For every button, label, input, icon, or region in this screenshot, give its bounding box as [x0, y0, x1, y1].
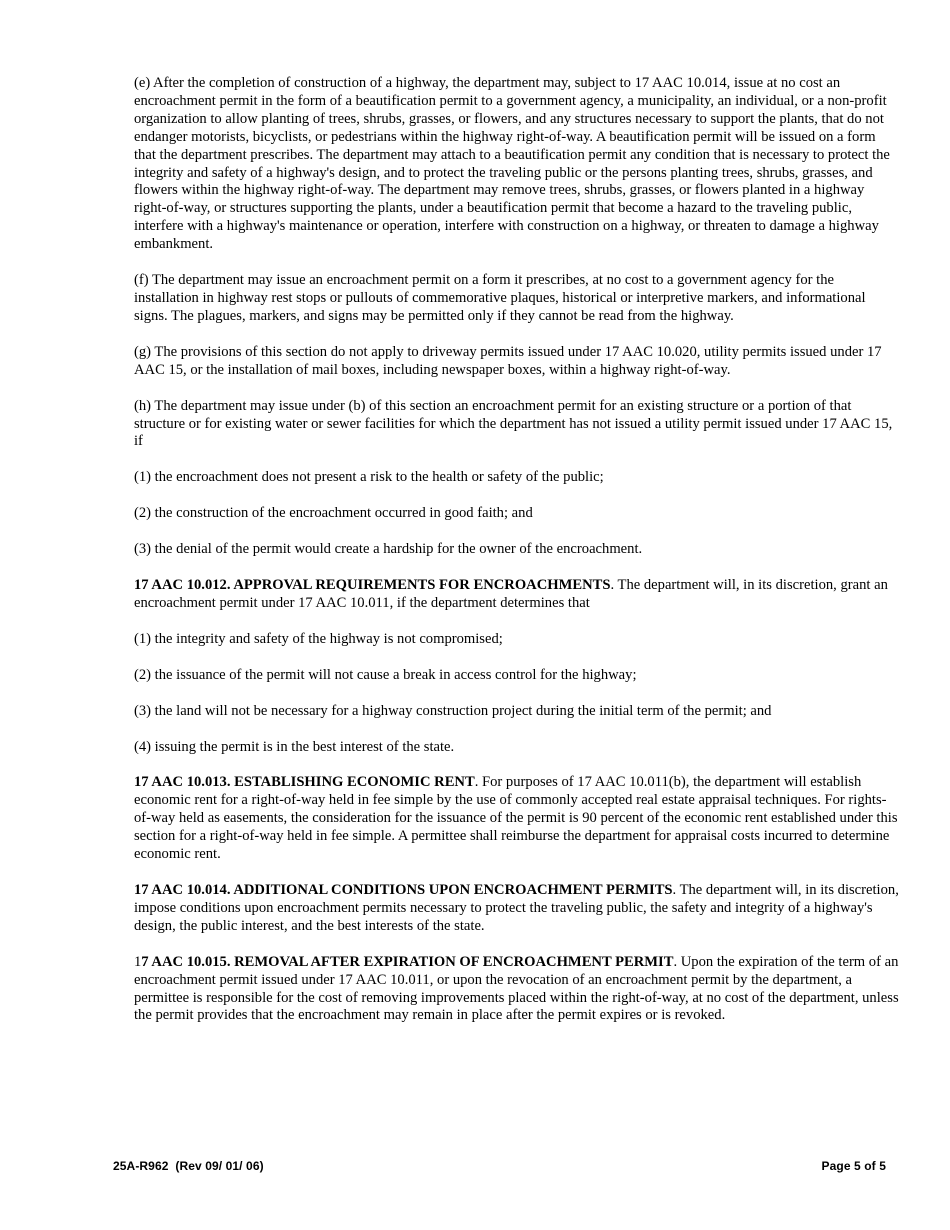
- section-015-body: . Upon the expiration of the term of an encroachment permit issued under 17 AAC 10.011, or upon the revocation of an encroachment permit by the department, a permittee is responsible for the cost of removing improvements placed within the right-of-way, at no cost of the department, unless the permit provides that the encroachment may remain in place after the permit expires or is revoked.: [134, 953, 899, 1024]
- section-013: [134, 774, 899, 864]
- paragraph-h: (h) The department may issue under (b) of this section an encroachment permit for an existing structure or a portion of that structure or for existing water or sewer facilities for which the department has not issued a utility permit issued under 17 AAC 15, if: [134, 397, 893, 450]
- section-012-body: . The department will, in its discretion, grant an encroachment permit under 17 AAC 10.011, if the department determines that: [134, 577, 888, 611]
- document-body: [134, 75, 899, 1043]
- section-012-heading: 17 AAC 10.012. APPROVAL REQUIREMENTS FOR ENCROACHMENTS: [134, 577, 611, 594]
- section-014: [134, 882, 899, 936]
- section-015-lead: 1: [134, 953, 142, 970]
- paragraph-g: (g) The provisions of this section do not apply to driveway permits issued under 17 AAC 10.020, utility permits issued under 17 AAC 15, or the installation of mail boxes, including newspaper boxes, within a highway right-of-way.: [134, 343, 882, 378]
- section-012-item-3: (3) the land will not be necessary for a highway construction project during the initial term of the permit; and: [134, 702, 772, 719]
- section-014-heading: 17 AAC 10.014. ADDITIONAL CONDITIONS UPON ENCROACHMENT PERMITS: [134, 882, 673, 898]
- section-012: [134, 577, 899, 613]
- section-014-body: . The department will, in its discretion, impose conditions upon encroachment permits necessary to protect the traveling public, the safety and integrity of a highway's design, the public interest, and the best interests of the state.: [134, 882, 899, 934]
- paragraph-f: (f) The department may issue an encroachment permit on a form it prescribes, at no cost to a government agency for the installation in highway rest stops or pullouts of commemorative plaques, historical or interpretive markers, and informational signs. The plagues, markers, and signs may be permitted only if they cannot be read from the highway.: [134, 272, 866, 324]
- paragraph-h-item-2: (2) the construction of the encroachment occurred in good faith; and: [134, 505, 533, 522]
- section-012-item-2: (2) the issuance of the permit will not cause a break in access control for the highway;: [134, 666, 637, 683]
- section-013-heading: 17 AAC 10.013. ESTABLISHING ECONOMIC RENT: [134, 774, 475, 791]
- form-id: 25A-R962 (Rev 09/ 01/ 06): [113, 1159, 264, 1173]
- section-013-body: . For purposes of 17 AAC 10.011(b), the department will establish economic rent for a right-of-way held in fee simple by the use of commonly accepted real estate appraisal techniques. For rights-of-way held as easements, the consideration for the issuance of the permit is 90 percent of the economic rent established under this section for a right-of-way held in fee simple. A permittee shall reimburse the department for appraisal costs incurred to determine economic rent.: [134, 774, 898, 863]
- section-015-heading: 7 AAC 10.015. REMOVAL AFTER EXPIRATION OF ENCROACHMENT PERMIT: [141, 953, 674, 970]
- section-015: [134, 954, 899, 1026]
- paragraph-h-item-1: (1) the encroachment does not present a risk to the health or safety of the public;: [134, 469, 604, 486]
- section-012-item-1: (1) the integrity and safety of the highway is not compromised;: [134, 630, 503, 647]
- paragraph-h-item-3: (3) the denial of the permit would create a hardship for the owner of the encroachment.: [134, 541, 643, 558]
- section-012-item-4: (4) issuing the permit is in the best interest of the state.: [134, 738, 455, 755]
- page-number: Page 5 of 5: [821, 1159, 886, 1173]
- paragraph-e: (e) After the completion of construction of a highway, the department may, subject to 17 AAC 10.014, issue at no cost an encroachment permit in the form of a beautification permit to a government agency, a municipality, an individual, or a non-profit organization to allow planting of trees, shrubs, grasses, or flowers, and any structures necessary to support the plants, that do not endanger motorists, bicyclists, or pedestrians within the highway right-of-way. A beautification permit will be issued on a form that the department prescribes. The department may attach to a beautification permit any condition that is necessary to protect the integrity and safety of a highway's design, and to protect the traveling public or the persons planting trees, shrubs, grasses, and flowers within the highway right-of-way. The department may remove trees, shrubs, grasses, or flowers planted in a highway right-of-way, or structures supporting the plants, under a beautification permit that become a hazard to the traveling public, interfere with a highway's maintenance or operation, interfere with construction on a highway, or threaten to damage a highway embankment.: [134, 75, 890, 253]
